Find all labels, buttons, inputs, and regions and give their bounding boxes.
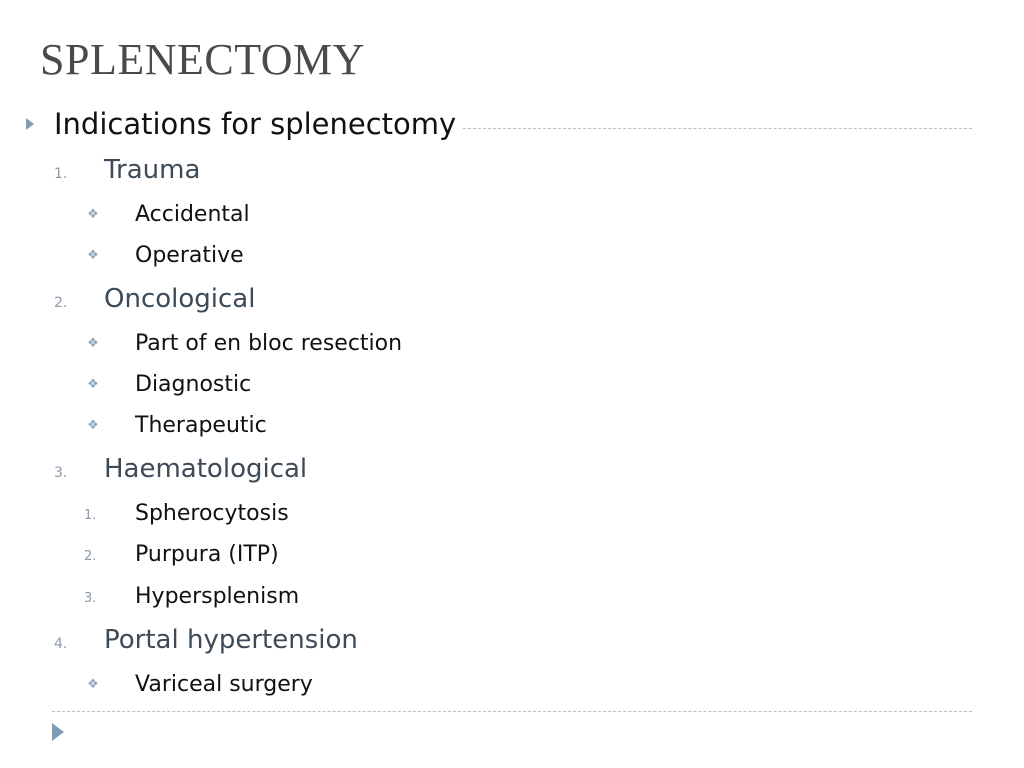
item-number: 1. [84,508,97,523]
bottom-divider [52,711,972,712]
section-label: Portal hypertension [104,625,358,655]
triangle-bullet-icon [26,118,34,130]
item-text: Part of en bloc resection [135,331,403,356]
diamond-bullet-icon: ❖ [87,377,99,392]
item-number: 2. [84,549,97,564]
item-text: Accidental [135,202,250,227]
slide-title: SPLENECTOMY [40,35,365,84]
heading-bullet [24,106,462,142]
item-text: Purpura (ITP) [135,542,279,567]
section-number: 2. [54,295,68,311]
item-text: Operative [135,243,244,268]
section-number: 1. [54,166,68,182]
diamond-bullet-icon: ❖ [87,418,99,433]
diamond-bullet-icon: ❖ [87,207,99,222]
slide-heading: Indications for splenectomy [54,107,457,141]
item-text: Hypersplenism [135,584,300,609]
diamond-bullet-icon: ❖ [87,677,99,692]
diamond-bullet-icon: ❖ [87,336,99,351]
section-label: Oncological [104,284,256,314]
item-text: Variceal surgery [135,672,313,697]
item-number: 3. [84,591,97,606]
section-number: 3. [54,465,68,481]
item-text: Therapeutic [135,413,267,438]
item-text: Spherocytosis [135,501,289,526]
section-label: Haematological [104,454,308,484]
diamond-bullet-icon: ❖ [87,248,99,263]
item-text: Diagnostic [135,372,252,397]
next-slide-arrow-icon[interactable] [52,723,64,741]
section-number: 4. [54,636,68,652]
section-label: Trauma [104,155,201,185]
